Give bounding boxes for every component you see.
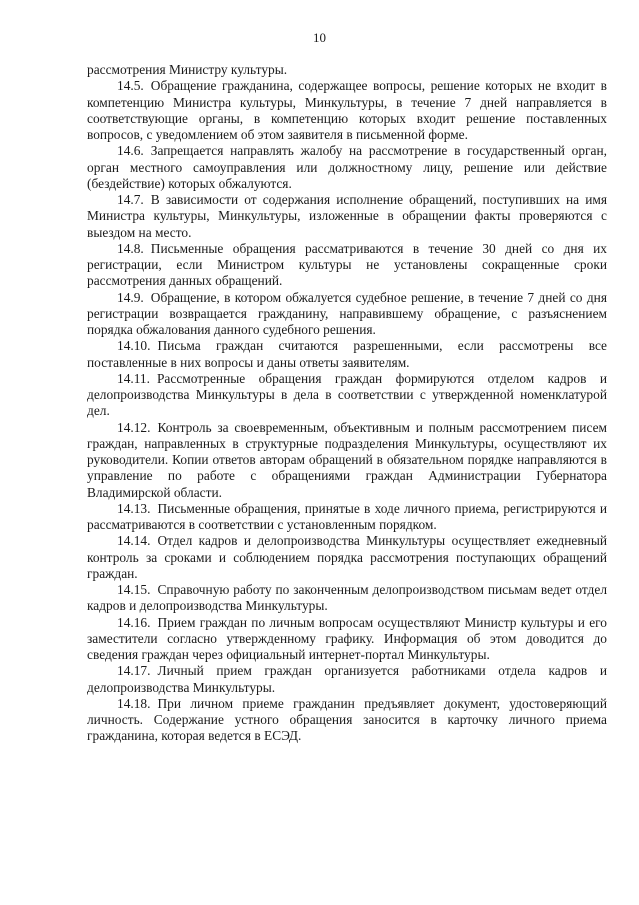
page-number: 10 bbox=[313, 30, 326, 45]
paragraph-number: 14.7. bbox=[117, 192, 144, 207]
paragraph-text: Письменные обращения, принятые в ходе личного приема, регистрируются и рассматриваются в соответствии с установленным порядком. bbox=[87, 500, 607, 532]
lead-paragraph bbox=[87, 62, 607, 78]
paragraph-14-18 bbox=[87, 696, 607, 745]
paragraph-number: 14.10. bbox=[117, 338, 151, 354]
paragraph-number: 14.8. bbox=[117, 240, 144, 256]
paragraph-number: 14.14. bbox=[117, 533, 151, 549]
paragraph-14-7 bbox=[87, 192, 607, 241]
paragraph-14-12 bbox=[87, 420, 607, 501]
paragraph-number: 14.15. bbox=[117, 582, 151, 597]
paragraph-text: Рассмотренные обращения граждан формируются отделом кадров и делопроизводства Минкультуры в дела в соответствии с утвержденной номенклатурой дел. bbox=[87, 370, 607, 419]
paragraph-number: 14.9. bbox=[117, 289, 144, 305]
paragraph-text: В зависимости от содержания исполнение обращений, поступивших на имя Министра культуры, Минкультуры, изложенные в обращении факты проверяются с выездом на место. bbox=[87, 192, 607, 240]
paragraph-14-16 bbox=[87, 615, 607, 664]
paragraph-number: 14.5. bbox=[117, 78, 144, 94]
paragraph-text: Запрещается направлять жалобу на рассмотрение в государственный орган, орган местного самоуправления или должностному лицу, решение или действие (бездействие) которых обжалуются. bbox=[87, 143, 607, 191]
paragraph-text: Письменные обращения рассматриваются в течение 30 дней со дня их регистрации, если Министром культуры не установлены сокращенные сроки рассмотрения данных обращений. bbox=[87, 240, 607, 289]
paragraph-number: 14.18. bbox=[117, 695, 151, 711]
paragraph-number: 14.16. bbox=[117, 614, 151, 630]
paragraph-14-6 bbox=[87, 143, 607, 192]
paragraph-number: 14.17. bbox=[117, 663, 151, 679]
paragraph-number: 14.11. bbox=[117, 370, 150, 386]
paragraph-14-10 bbox=[87, 338, 607, 371]
paragraph-text: Справочную работу по законченным делопроизводством письмам ведет отдел кадров и делопроизводства Минкультуры. bbox=[87, 582, 607, 614]
paragraph-14-9 bbox=[87, 290, 607, 339]
paragraph-number: 14.13. bbox=[117, 500, 151, 516]
paragraph-text: Контроль за своевременным, объективным и полным рассмотрением писем граждан, направленных в структурные подразделения Минкультуры, осуществляют их руководители. Копии ответов авторам обращений в обязательном порядке направляются в управление по работе с обращениями граждан Администрации Губернатора Владимирской области. bbox=[87, 419, 607, 500]
document-body bbox=[87, 62, 607, 745]
paragraph-14-11 bbox=[87, 371, 607, 420]
paragraph-number: 14.6. bbox=[117, 143, 144, 159]
paragraph-text: Обращение, в котором обжалуется судебное решение, в течение 7 дней со дня регистрации возвращается гражданину, направившему обращение, с разъяснением порядка обжалования данного судебного решения. bbox=[87, 289, 607, 337]
lead-text: рассмотрения Министру культуры. bbox=[87, 62, 288, 77]
paragraph-text: Личный прием граждан организуется работниками отдела кадров и делопроизводства Минкультуры. bbox=[87, 663, 607, 695]
paragraph-14-17 bbox=[87, 663, 607, 696]
paragraph-text: Отдел кадров и делопроизводства Минкультуры осуществляет ежедневный контроль за сроками и соблюдением порядка рассмотрения поступающих обращений граждан. bbox=[87, 533, 607, 581]
paragraph-text: Письма граждан считаются разрешенными, если рассмотрены все поставленные в них вопросы и даны ответы заявителям. bbox=[87, 338, 607, 370]
paragraph-14-13 bbox=[87, 501, 607, 534]
paragraph-text: При личном приеме гражданин предъявляет документ, удостоверяющий личность. Содержание устного обращения заносится в карточку личного приема гражданина, которая ведется в ЕСЭД. bbox=[87, 695, 607, 744]
paragraph-14-8 bbox=[87, 241, 607, 290]
paragraph-text: Обращение гражданина, содержащее вопросы, решение которых не входит в компетенцию Министра культуры, Минкультуры, в течение 7 дней направляется в соответствующие органы, в компетенцию которых входит решение поставленных вопросов, с уведомлением об этом заявителя в письменной форме. bbox=[87, 78, 607, 142]
paragraph-14-5 bbox=[87, 78, 607, 143]
paragraph-number: 14.12. bbox=[117, 419, 151, 435]
paragraph-14-15 bbox=[87, 582, 607, 615]
paragraph-text: Прием граждан по личным вопросам осуществляют Министр культуры и его заместители согласно утвержденному графику. Информация об этом доводится до сведения граждан через официальный интернет-портал Минкультуры. bbox=[87, 614, 607, 662]
paragraph-14-14 bbox=[87, 533, 607, 582]
